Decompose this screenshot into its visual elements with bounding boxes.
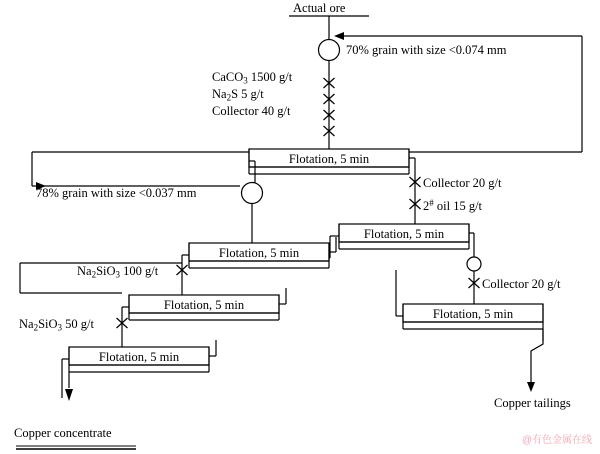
flotation-cell-1-label: Flotation, 5 min (288, 152, 370, 166)
node-label-copper-tailings: Copper tailings (494, 396, 571, 410)
reagent-label-collector-40: Collector 40 g/t (212, 104, 291, 118)
reagent-label-caco3: CaCO$_3$ 1500 g/t (212, 70, 293, 86)
pump-node-1 (467, 257, 481, 271)
reagent-label-na2s: $Na_2S$ 5 g/t (212, 87, 264, 103)
node-label-grind-1: 70% grain with size <0.074 mm (346, 43, 507, 57)
reagent-label-collector-20-lower: Collector 20 g/t (482, 277, 561, 291)
recycle-arrowhead-top (334, 32, 344, 40)
node-label-grind-2: 78% grain with size <0.037 mm (36, 186, 197, 200)
grinding-mill-1 (319, 40, 340, 61)
flotation-cell-4-label: Flotation, 5 min (163, 298, 245, 312)
flotation-cell-6-label: Flotation, 5 min (98, 350, 180, 364)
watermark: @有色金属在线 (521, 435, 592, 446)
flotation-cell-3-label: Flotation, 5 min (218, 246, 300, 260)
reagent-label-collector-20-upper: Collector 20 g/t (423, 176, 502, 190)
flotation-cell-2-label: Flotation, 5 min (363, 227, 445, 241)
reagent-label-na2sio3-50: $Na_2SiO_3$ 50 g/t (19, 317, 94, 333)
grinding-mill-2 (242, 183, 263, 204)
flotation-cell-5-label: Flotation, 5 min (432, 307, 514, 321)
reagent-label-na2sio3-100: $Na_2SiO_3$ 100 g/t (77, 264, 159, 280)
cell5-tailing-path (531, 329, 543, 385)
copper-concentrate-arrowhead (65, 389, 73, 401)
copper-tailings-arrowhead (527, 382, 535, 392)
node-label-actual-ore: Actual ore (293, 1, 346, 15)
reagent-label-oil-15: 2# oil 15 g/t (423, 198, 483, 214)
node-label-copper-concentrate: Copper concentrate (14, 426, 112, 440)
